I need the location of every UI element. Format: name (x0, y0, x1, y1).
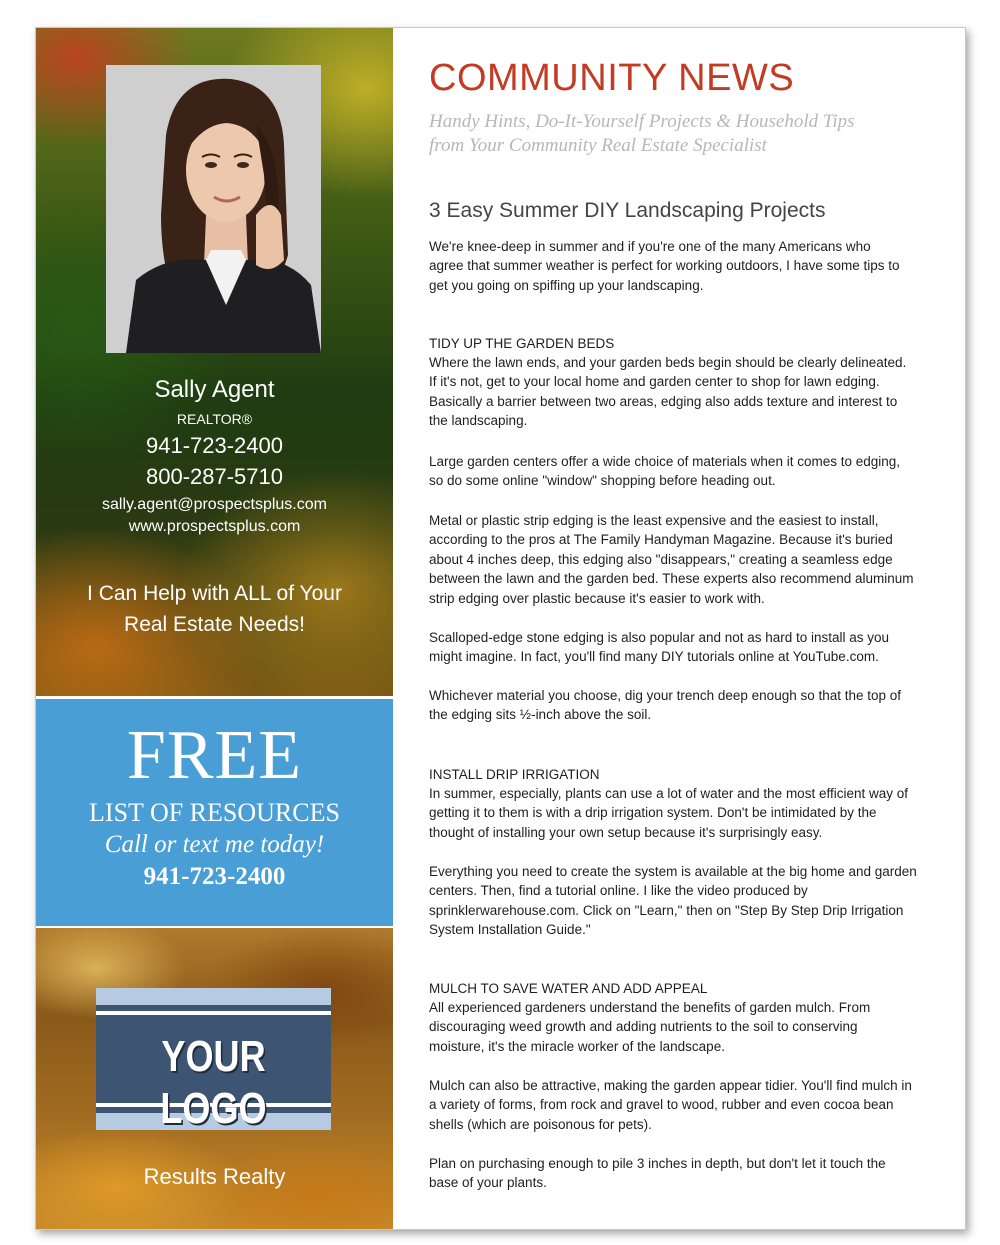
text-line: Basically a barrier between two areas, edging also adds texture and interest to (429, 393, 898, 409)
agent-photo (106, 65, 321, 353)
agent-name: Sally Agent (154, 376, 275, 403)
article-intro (429, 237, 939, 295)
text-line: Scalloped-edge stone edging is also popular and not as hard to install as you (429, 630, 890, 645)
garden-beds-paragraph-4 (429, 628, 939, 667)
drip-irrigation-paragraph-1 (429, 784, 939, 842)
drip-irrigation-paragraph-2 (429, 862, 939, 940)
text-line: moisture, it's the miracle worker of the landscape. (429, 1038, 725, 1054)
mulch-paragraph-2 (429, 1076, 939, 1134)
text-line: System Installation Guide." (429, 922, 591, 938)
newsletter-title: COMMUNITY NEWS (429, 57, 795, 99)
garden-beds-paragraph-5 (429, 686, 939, 725)
text-line: Mulch can also be attractive, making the garden appear tidier. You'll find mulch in (429, 1078, 912, 1093)
text-line: Where the lawn ends, and your garden beds begin should be clearly delineated. (429, 355, 907, 370)
promo-subline: LIST OF RESOURCES (89, 798, 340, 827)
company-name: Results Realty (143, 1164, 286, 1189)
section-heading-mulch: MULCH TO SAVE WATER AND ADD APPEAL (429, 981, 708, 996)
text-line: agree that summer weather is perfect for working outdoors, I have some tips to (429, 258, 900, 274)
text-line: about 4 inches deep, this edging also "disappears," creating a seamless edge (429, 551, 893, 567)
text-line: getting it to them is with a drip irrigation system. Don't be intimidated by the (429, 805, 877, 821)
garden-beds-paragraph-2 (429, 452, 939, 491)
agent-title: REALTOR® (176, 411, 253, 427)
text-line: sprinklerwarehouse.com. Click on "Learn," then on "Step By Step Drip Irrigation (429, 902, 904, 918)
text-line: the landscaping. (429, 413, 528, 429)
article-title: 3 Easy Summer DIY Landscaping Projects (429, 199, 826, 222)
subtitle-line-1: Handy Hints, Do-It-Yourself Projects & Household Tips (429, 111, 855, 132)
section-heading-garden-beds: TIDY UP THE GARDEN BEDS (429, 336, 615, 351)
branding-panel (36, 928, 393, 1230)
text-line: Metal or plastic strip edging is the least expensive and the easiest to install, (429, 513, 879, 528)
agent-website[interactable]: www.prospectsplus.com (128, 518, 301, 535)
text-line: get you going on spiffing up your landscaping. (429, 277, 704, 293)
agent-contact-block (36, 375, 393, 640)
text-line: shells (which are poisonous for pets). (429, 1116, 652, 1132)
text-line: In summer, especially, plants can use a lot of water and the most efficient way of (429, 786, 908, 801)
agent-portrait-illustration (106, 65, 321, 353)
tagline-line-2: Real Estate Needs! (124, 613, 305, 636)
agent-phone-secondary[interactable]: 800-287-5710 (145, 464, 283, 489)
tagline-line-1: I Can Help with ALL of Your (87, 582, 342, 605)
agent-tagline (36, 578, 393, 640)
agent-panel (36, 28, 393, 696)
text-line: Everything you need to create the system is available at the big home and garden (429, 864, 917, 879)
text-line: strip edging over plastic because it's easier to work with. (429, 590, 765, 606)
left-column (36, 28, 393, 1230)
flyer-page (35, 27, 966, 1230)
mulch-paragraph-3 (429, 1154, 939, 1193)
text-line: might imagine. In fact, you'll find many DIY tutorials online at YouTube.com. (429, 649, 879, 665)
section-heading-drip-irrigation: INSTALL DRIP IRRIGATION (429, 767, 600, 782)
text-line: We're knee-deep in summer and if you're one of the many Americans who (429, 239, 871, 254)
promo-headline: FREE (126, 717, 303, 794)
text-line: between the lawn and the garden bed. These experts also recommend aluminum (429, 571, 914, 587)
agent-phone-primary[interactable]: 941-723-2400 (145, 433, 283, 458)
text-line: thought of installing your own setup because it's surprisingly easy. (429, 824, 823, 840)
agent-email[interactable]: sally.agent@prospectsplus.com (102, 496, 327, 513)
promo-phone[interactable]: 941-723-2400 (143, 863, 286, 890)
text-line: base of your plants. (429, 1175, 547, 1191)
text-line: the edging sits ½-inch above the soil. (429, 707, 652, 723)
subtitle-line-2: from Your Community Real Estate Specialist (429, 135, 767, 156)
text-line: Whichever material you choose, dig your trench deep enough so that the top of (429, 688, 902, 703)
text-line: Plan on purchasing enough to pile 3 inches in depth, but don't let it touch the (429, 1156, 886, 1171)
text-line: according to the pros at The Family Handyman Magazine. Because it's buried (429, 532, 893, 548)
text-line: All experienced gardeners understand the benefits of garden mulch. From (429, 1000, 871, 1015)
promo-call-to-action: Call or text me today! (104, 831, 325, 858)
garden-beds-paragraph-1 (429, 353, 939, 431)
logo-placeholder (96, 988, 331, 1133)
text-line: Large garden centers offer a wide choice of materials when it comes to edging, (429, 454, 901, 469)
text-line: discouraging weed growth and adding nutrients to the soil to conserving (429, 1019, 858, 1035)
garden-beds-paragraph-3 (429, 511, 939, 608)
text-line: a variety of forms, from rock and gravel to wood, rubber and even cocoa bean (429, 1097, 894, 1113)
text-line: If it's not, get to your local home and garden center to shop for lawn edging. (429, 374, 880, 390)
text-line: so do some online "window" shopping before heading out. (429, 473, 776, 489)
free-resources-promo (36, 699, 393, 926)
text-line: centers. Then, find a tutorial online. I like the video produced by (429, 883, 808, 899)
mulch-paragraph-1 (429, 998, 939, 1056)
newsletter-subtitle (429, 110, 939, 158)
logo-text: YOUR LOGO (160, 1032, 267, 1133)
logo-badge (96, 1000, 331, 1133)
